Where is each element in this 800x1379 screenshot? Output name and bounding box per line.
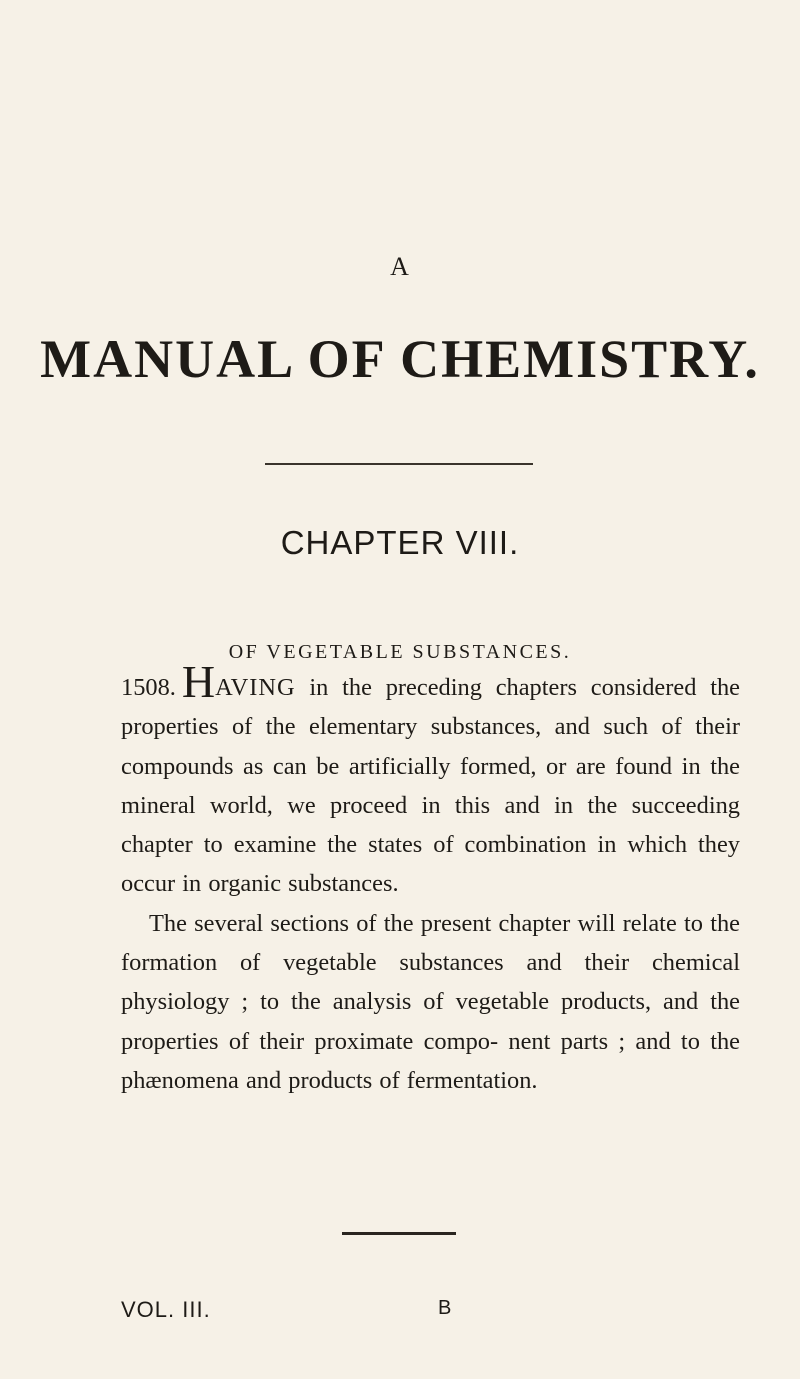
paragraph-2: The several sections of the present chapter will relate to the formation of vegetable substances and their chemical physiology ; to the analysis of vegetable products, and the properties of their proximate compo- nent parts ; and to the phænomena and products of fermentation. [121,909,740,1094]
first-word-small-caps: AVING [215,674,296,701]
paragraph-number: 1508. [121,674,176,701]
paragraph-1508 [121,656,740,904]
paragraph-1-text: in the preceding chapters considered the properties of the elementary substances, and such of their compounds as can be artificially formed, or are found in the mineral world, we proceed in this and in the succeeding chapter to examine the states of combination in which they occur in organic substances. [121,674,740,898]
body-text [121,656,740,1100]
chapter-heading: CHAPTER VIII. [280,524,520,561]
end-divider-rule [342,1232,456,1235]
chapter-subject: OF VEGETABLE SUBSTANCES. [228,641,572,663]
title-article: A [390,252,410,281]
signature-mark: B [438,1297,452,1319]
drop-cap: H [181,656,216,707]
title-divider-rule [265,463,533,465]
volume-label: VOL. III. [121,1297,211,1322]
book-title: MANUAL OF CHEMISTRY. [40,329,760,389]
